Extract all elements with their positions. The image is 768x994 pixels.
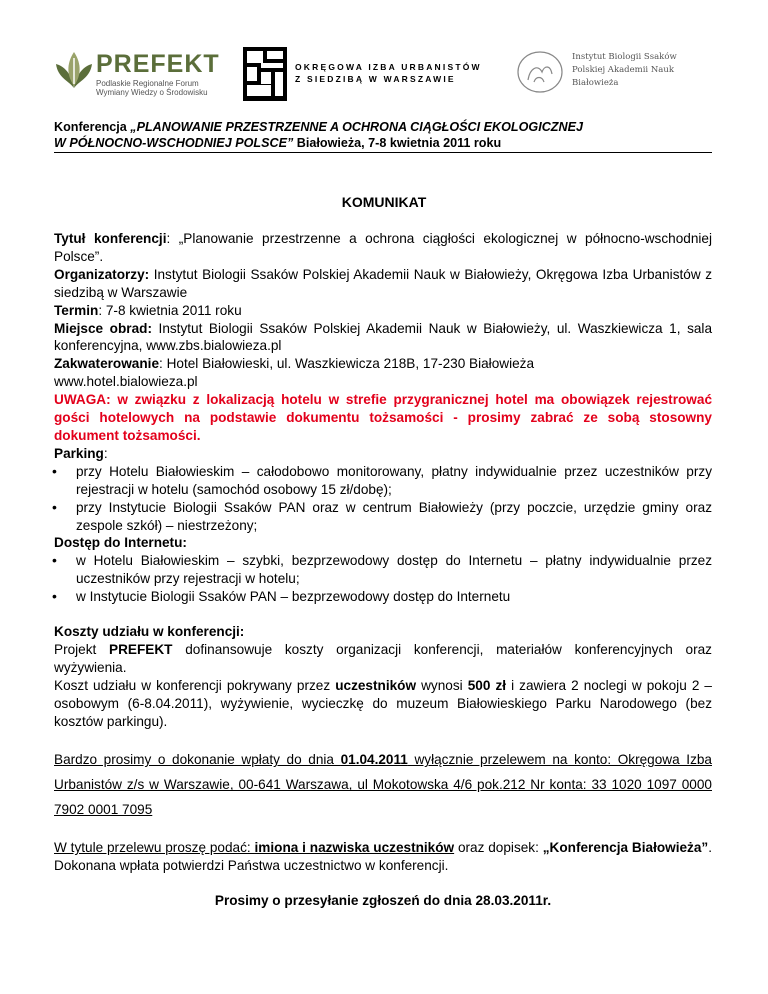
ibs-emblem-icon	[516, 50, 564, 94]
conference-header	[54, 119, 712, 153]
parking-list	[54, 463, 712, 535]
list-item: • przy Instytucie Biologii Ssaków PAN oraz w centrum Białowieży (przy poczcie, urzędzie gminy oraz zespole szkół) – niestrzeżony;	[54, 499, 712, 535]
oiu-emblem-icon	[242, 46, 288, 102]
costs-paragraph-2: Koszt udziału w konferencji pokrywany przez uczestników wynosi 500 zł i zawiera 2 noclegi w pokoju 2 – osobowym (6-8.04.2011), wyżywienie, wycieczkę do muzeum Białowieskiego Parku Narodowego (bez kosztów parkingu).	[54, 677, 712, 729]
closing-note: Prosimy o przesyłanie zgłoszeń do dnia 28.03.2011r.	[214, 893, 552, 909]
list-item: • w Instytucie Biologii Ssaków PAN – bezprzewodowy dostęp do Internetu	[54, 588, 712, 606]
ibs-logo	[516, 46, 716, 102]
prefekt-logo	[54, 44, 229, 100]
payment-instructions: Bardzo prosimy o dokonanie wpłaty do dnia 01.04.2011 wyłącznie przelewem na konto: Okręgowa Izba Urbanistów z/s w Warszawie, 00-641 Warszawa, ul Mokotowska 4/6 pok.212 Nr konta: 33 1020 1097 0000 7902 0001 7095	[54, 752, 712, 818]
payment-section	[54, 747, 712, 822]
internet-label: Dostęp do Internetu:	[54, 535, 187, 551]
conference-header-line1: Konferencja „PLANOWANIE PRZESTRZENNE A OCHRONA CIĄGŁOŚCI EKOLOGICZNEJ	[54, 120, 583, 134]
prefekt-title: PREFEKT	[96, 50, 220, 78]
list-item: • w Hotelu Białowieskim – szybki, bezprzewodowy dostęp do Internetu – płatny indywidualnie przez uczestników przy rejestracji w hotelu;	[54, 552, 712, 588]
internet-list	[54, 552, 712, 606]
conference-header-line2: W PÓŁNOCNO-WSCHODNIEJ POLSCE” Białowieża, 7-8 kwietnia 2011 roku	[54, 136, 502, 150]
date-line: Termin: 7-8 kwietnia 2011 roku	[54, 302, 242, 318]
document-body	[54, 230, 712, 910]
warning-notice: UWAGA: w związku z lokalizacją hotelu w strefie przygranicznej hotel ma obowiązek rejestrować gości hotelowych na podstawie dokumentu tożsamości - prosimy zabrać ze sobą stosowny dokument tożsamości.	[54, 392, 712, 443]
prefekt-leaf-icon	[54, 50, 94, 90]
page-title: KOMUNIKAT	[341, 194, 427, 210]
parking-label: Parking:	[54, 445, 108, 461]
oiu-name: OKRĘGOWA IZBA URBANISTÓW Z SIEDZIBĄ W WARSZAWIE	[295, 62, 482, 84]
prefekt-subtitle: Podlaskie Regionalne Forum Wymiany Wiedzy o Środowisku	[96, 79, 208, 97]
logo-bar	[54, 40, 714, 106]
venue-line: Miejsce obrad: Instytut Biologii Ssaków Polskiej Akademii Nauk w Białowieży, ul. Waszkiewicza 1, sala konferencyjna, www.zbs.bialowieza.pl	[54, 320, 713, 354]
accommodation-line: Zakwaterowanie: Hotel Białowieski, ul. Waszkiewicza 218B, 17-230 Białowieża	[54, 356, 535, 372]
transfer-title-instructions: W tytule przelewu proszę podać: imiona i nazwiska uczestników oraz dopisek: „Konferencja Białowieża”. Dokonana wpłata potwierdzi Państwa uczestnictwo w konferencji.	[54, 840, 712, 874]
hotel-website: www.hotel.bialowieza.pl	[54, 374, 198, 390]
oiu-logo	[242, 46, 497, 102]
organizers-line: Organizatorzy: Instytut Biologii Ssaków Polskiej Akademii Nauk w Białowieży, Okręgowa Izba Urbanistów z siedzibą w Warszawie	[54, 266, 712, 300]
costs-paragraph-1: Projekt PREFEKT dofinansowuje koszty organizacji konferencji, materiałów konferencyjnych oraz wyżywienia.	[54, 641, 712, 675]
costs-label: Koszty udziału w konferencji:	[54, 624, 245, 640]
ibs-name: Instytut Biologii Ssaków Polskiej Akademii Nauk Białowieża	[572, 52, 677, 88]
conference-title-line: Tytuł konferencji: „Planowanie przestrzenne a ochrona ciągłości ekologicznej w północno-wschodniej Polsce”.	[54, 231, 712, 264]
list-item: • przy Hotelu Białowieskim – całodobowo monitorowany, płatny indywidualnie przez uczestników przy rejestracji w hotelu (samochód osobowy 15 zł/dobę);	[54, 463, 712, 499]
